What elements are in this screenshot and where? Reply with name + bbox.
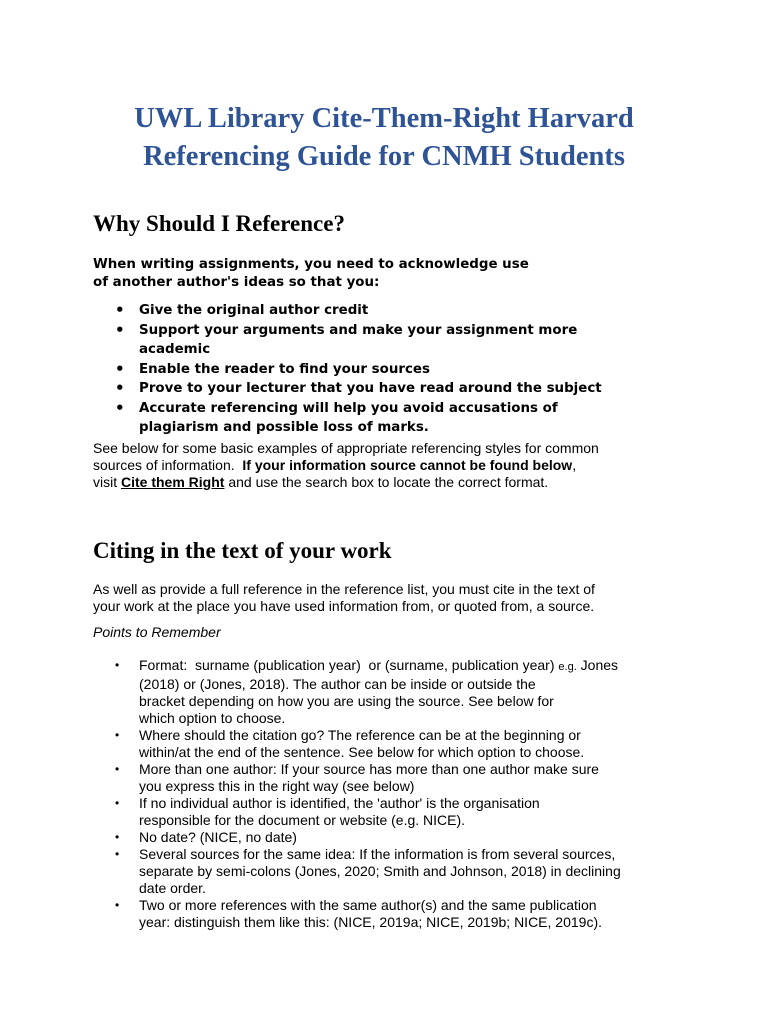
list-item: • Several sources for the same idea: If the information is from several sources, separate by semi-colons (Jones, 2020; Smith and Johnson, 2018) in declining date order. [93,846,621,897]
list-item: • Accurate referencing will help you avoid accusations of plagiarism and possible loss of marks. [93,399,619,438]
citing-paragraph [93,581,595,615]
list-item: • Format: surname (publication year) or (surname, publication year) e.g. Jones (2018) or (Jones, 2018). The author can be inside or outside the bracket depending on how you are using the source. See below for which option to choose. [93,657,621,727]
examples-line-2a: sources of information. [93,457,243,473]
examples-line-1: See below for some basic examples of appropriate referencing styles for common [93,440,599,456]
list-item: • More than one author: If your source has more than one author make sure you express this in the right way (see below) [93,761,621,795]
points-to-remember-label: Points to Remember [93,624,221,640]
citing-line-1: As well as provide a full reference in the reference list, you must cite in the text of [93,581,595,597]
points-list [93,657,621,931]
intro-line-2: of another author's ideas so that you: [93,275,380,290]
list-item: • No date? (NICE, no date) [93,829,621,846]
examples-line-2-bold: If your information source cannot be found below [242,457,573,473]
cite-them-right-link[interactable]: Cite them Right [121,474,225,490]
list-item: • If no individual author is identified, the 'author' is the organisation responsible for the document or website (e.g. NICE). [93,795,621,829]
examples-line-3b: and use the search box to locate the correct format. [224,474,549,490]
list-item: • Prove to your lecturer that you have read around the subject [93,379,693,399]
citing-heading: Citing in the text of your work [93,538,392,563]
why-reference-heading: Why Should I Reference? [93,211,345,236]
list-item: • Two or more references with the same author(s) and the same publication year: distinguish them like this: (NICE, 2019a; NICE, 2019b; NICE, 2019c). [93,897,621,931]
list-item: • Where should the citation go? The reference can be at the beginning or within/at the end of the sentence. See below for which option to choose. [93,727,621,761]
examples-line-2c: , [572,457,577,473]
list-item: • Enable the reader to find your sources [93,360,693,380]
citing-line-2: your work at the place you have used information from, or quoted from, a source. [93,598,595,614]
intro-line-1: When writing assignments, you need to acknowledge use [93,257,529,272]
examples-paragraph [93,440,599,491]
list-item: • Support your arguments and make your assignment more academic [93,321,639,360]
why-reference-intro [93,256,529,292]
reasons-list [93,301,693,438]
list-item: • Give the original author credit [93,301,693,321]
document-title [80,100,688,176]
title-line-2: Referencing Guide for CNMH Students [143,141,625,172]
title-line-1: UWL Library Cite-Them-Right Harvard [134,103,634,134]
examples-line-3a: visit [93,474,121,490]
